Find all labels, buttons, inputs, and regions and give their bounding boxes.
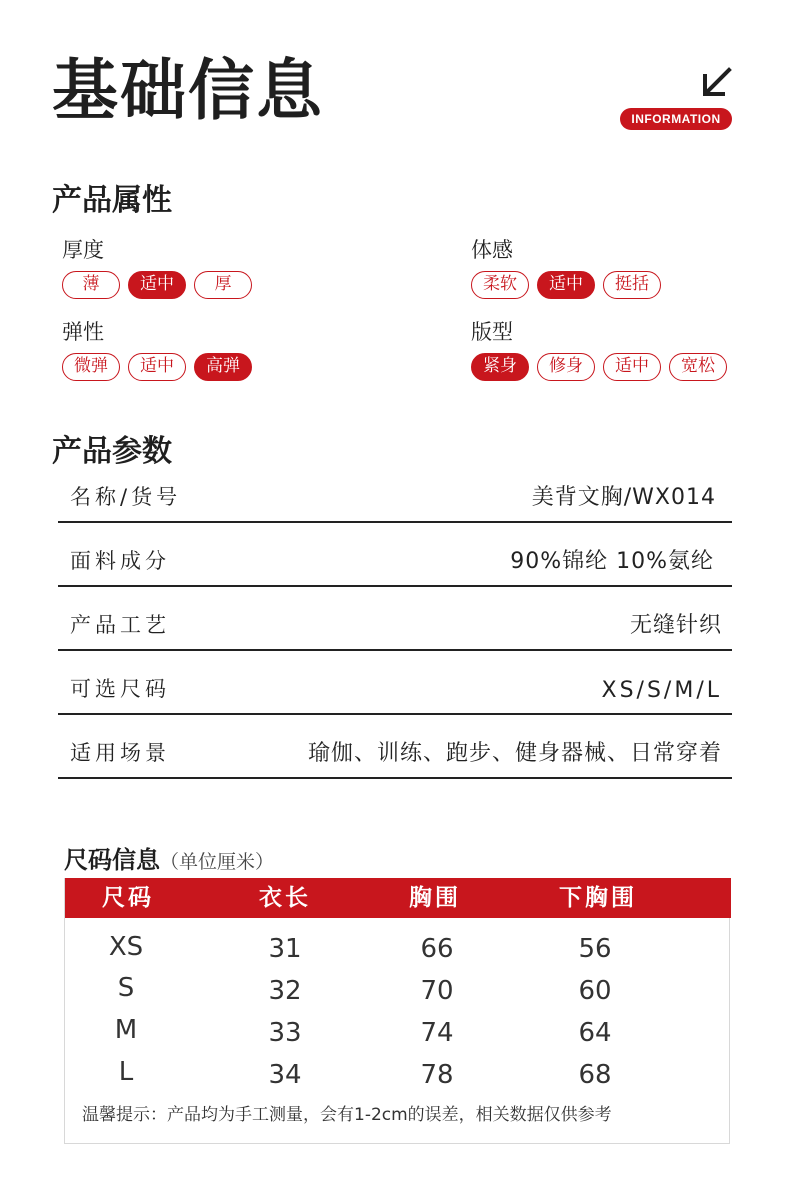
tag-option-selected: 适中 — [128, 271, 186, 299]
tag-option-selected: 高弹 — [194, 353, 252, 381]
table-cell: 60 — [578, 976, 612, 1006]
param-row-fabric — [58, 523, 732, 587]
param-value: XS/S/M/L — [601, 678, 722, 703]
param-label: 名称/货号 — [70, 485, 182, 509]
column-header: 尺码 — [102, 885, 154, 911]
column-header: 衣长 — [259, 885, 311, 911]
table-cell: S — [117, 973, 135, 1003]
table-cell: 56 — [578, 934, 612, 964]
attribute-label: 弹性 — [62, 320, 104, 344]
attribute-group-fit — [471, 322, 727, 381]
param-value: 美背文胸/WX014 — [531, 485, 716, 510]
table-cell: 78 — [420, 1060, 454, 1090]
params-section-title: 产品参数 — [52, 434, 172, 469]
tag-option-selected: 适中 — [537, 271, 595, 299]
tag-option: 修身 — [537, 353, 595, 381]
column-header: 胸围 — [409, 885, 461, 911]
page-title: 基础信息 — [52, 52, 324, 129]
attribute-label: 厚度 — [62, 238, 104, 262]
tag-option: 宽松 — [669, 353, 727, 381]
attribute-group-thickness — [62, 240, 252, 299]
attribute-group-feel — [471, 240, 661, 299]
attribute-label: 体感 — [471, 238, 513, 262]
information-badge: INFORMATION — [620, 108, 732, 130]
tag-option: 微弹 — [62, 353, 120, 381]
attribute-label: 版型 — [471, 320, 513, 344]
table-cell: 34 — [268, 1060, 302, 1090]
attributes-section-title: 产品属性 — [52, 183, 172, 218]
measurement-note: 温馨提示：产品均为手工测量，会有1-2cm的误差，相关数据仅供参考 — [82, 1105, 612, 1125]
size-table — [64, 878, 730, 1144]
param-row-scenarios — [58, 715, 732, 779]
tag-option: 适中 — [603, 353, 661, 381]
tag-option: 挺括 — [603, 271, 661, 299]
table-cell: 64 — [578, 1018, 612, 1048]
table-cell: 70 — [420, 976, 454, 1006]
table-cell: 33 — [268, 1018, 302, 1048]
attribute-group-elasticity — [62, 322, 252, 381]
size-section-title — [64, 840, 274, 875]
tag-option: 柔软 — [471, 271, 529, 299]
param-row-name — [58, 459, 732, 523]
tag-option: 适中 — [128, 353, 186, 381]
table-cell: M — [114, 1015, 138, 1045]
tag-option-selected: 紧身 — [471, 353, 529, 381]
table-cell: 74 — [420, 1018, 454, 1048]
table-cell: 32 — [268, 976, 302, 1006]
table-cell: 31 — [268, 934, 302, 964]
tag-option: 薄 — [62, 271, 120, 299]
size-table-header — [65, 878, 731, 918]
param-label: 面料成分 — [70, 549, 170, 573]
table-cell: 68 — [578, 1060, 612, 1090]
param-value: 无缝针织 — [629, 613, 722, 638]
table-cell: XS — [108, 932, 144, 962]
param-value: 瑜伽、训练、跑步、健身器械、日常穿着 — [307, 741, 722, 766]
table-cell: L — [118, 1057, 134, 1087]
param-value: 90%锦纶 10%氨纶 — [510, 549, 714, 574]
size-unit-text: （单位厘米） — [160, 851, 275, 873]
table-cell: 66 — [420, 934, 454, 964]
param-label: 可选尺码 — [70, 677, 170, 701]
size-title-text: 尺码信息 — [64, 846, 160, 874]
arrow-down-left-icon — [700, 66, 734, 100]
param-row-craft — [58, 587, 732, 651]
tag-option: 厚 — [194, 271, 252, 299]
param-row-sizes — [58, 651, 732, 715]
param-label: 适用场景 — [70, 741, 170, 765]
column-header: 下胸围 — [559, 885, 637, 911]
param-label: 产品工艺 — [70, 613, 170, 637]
